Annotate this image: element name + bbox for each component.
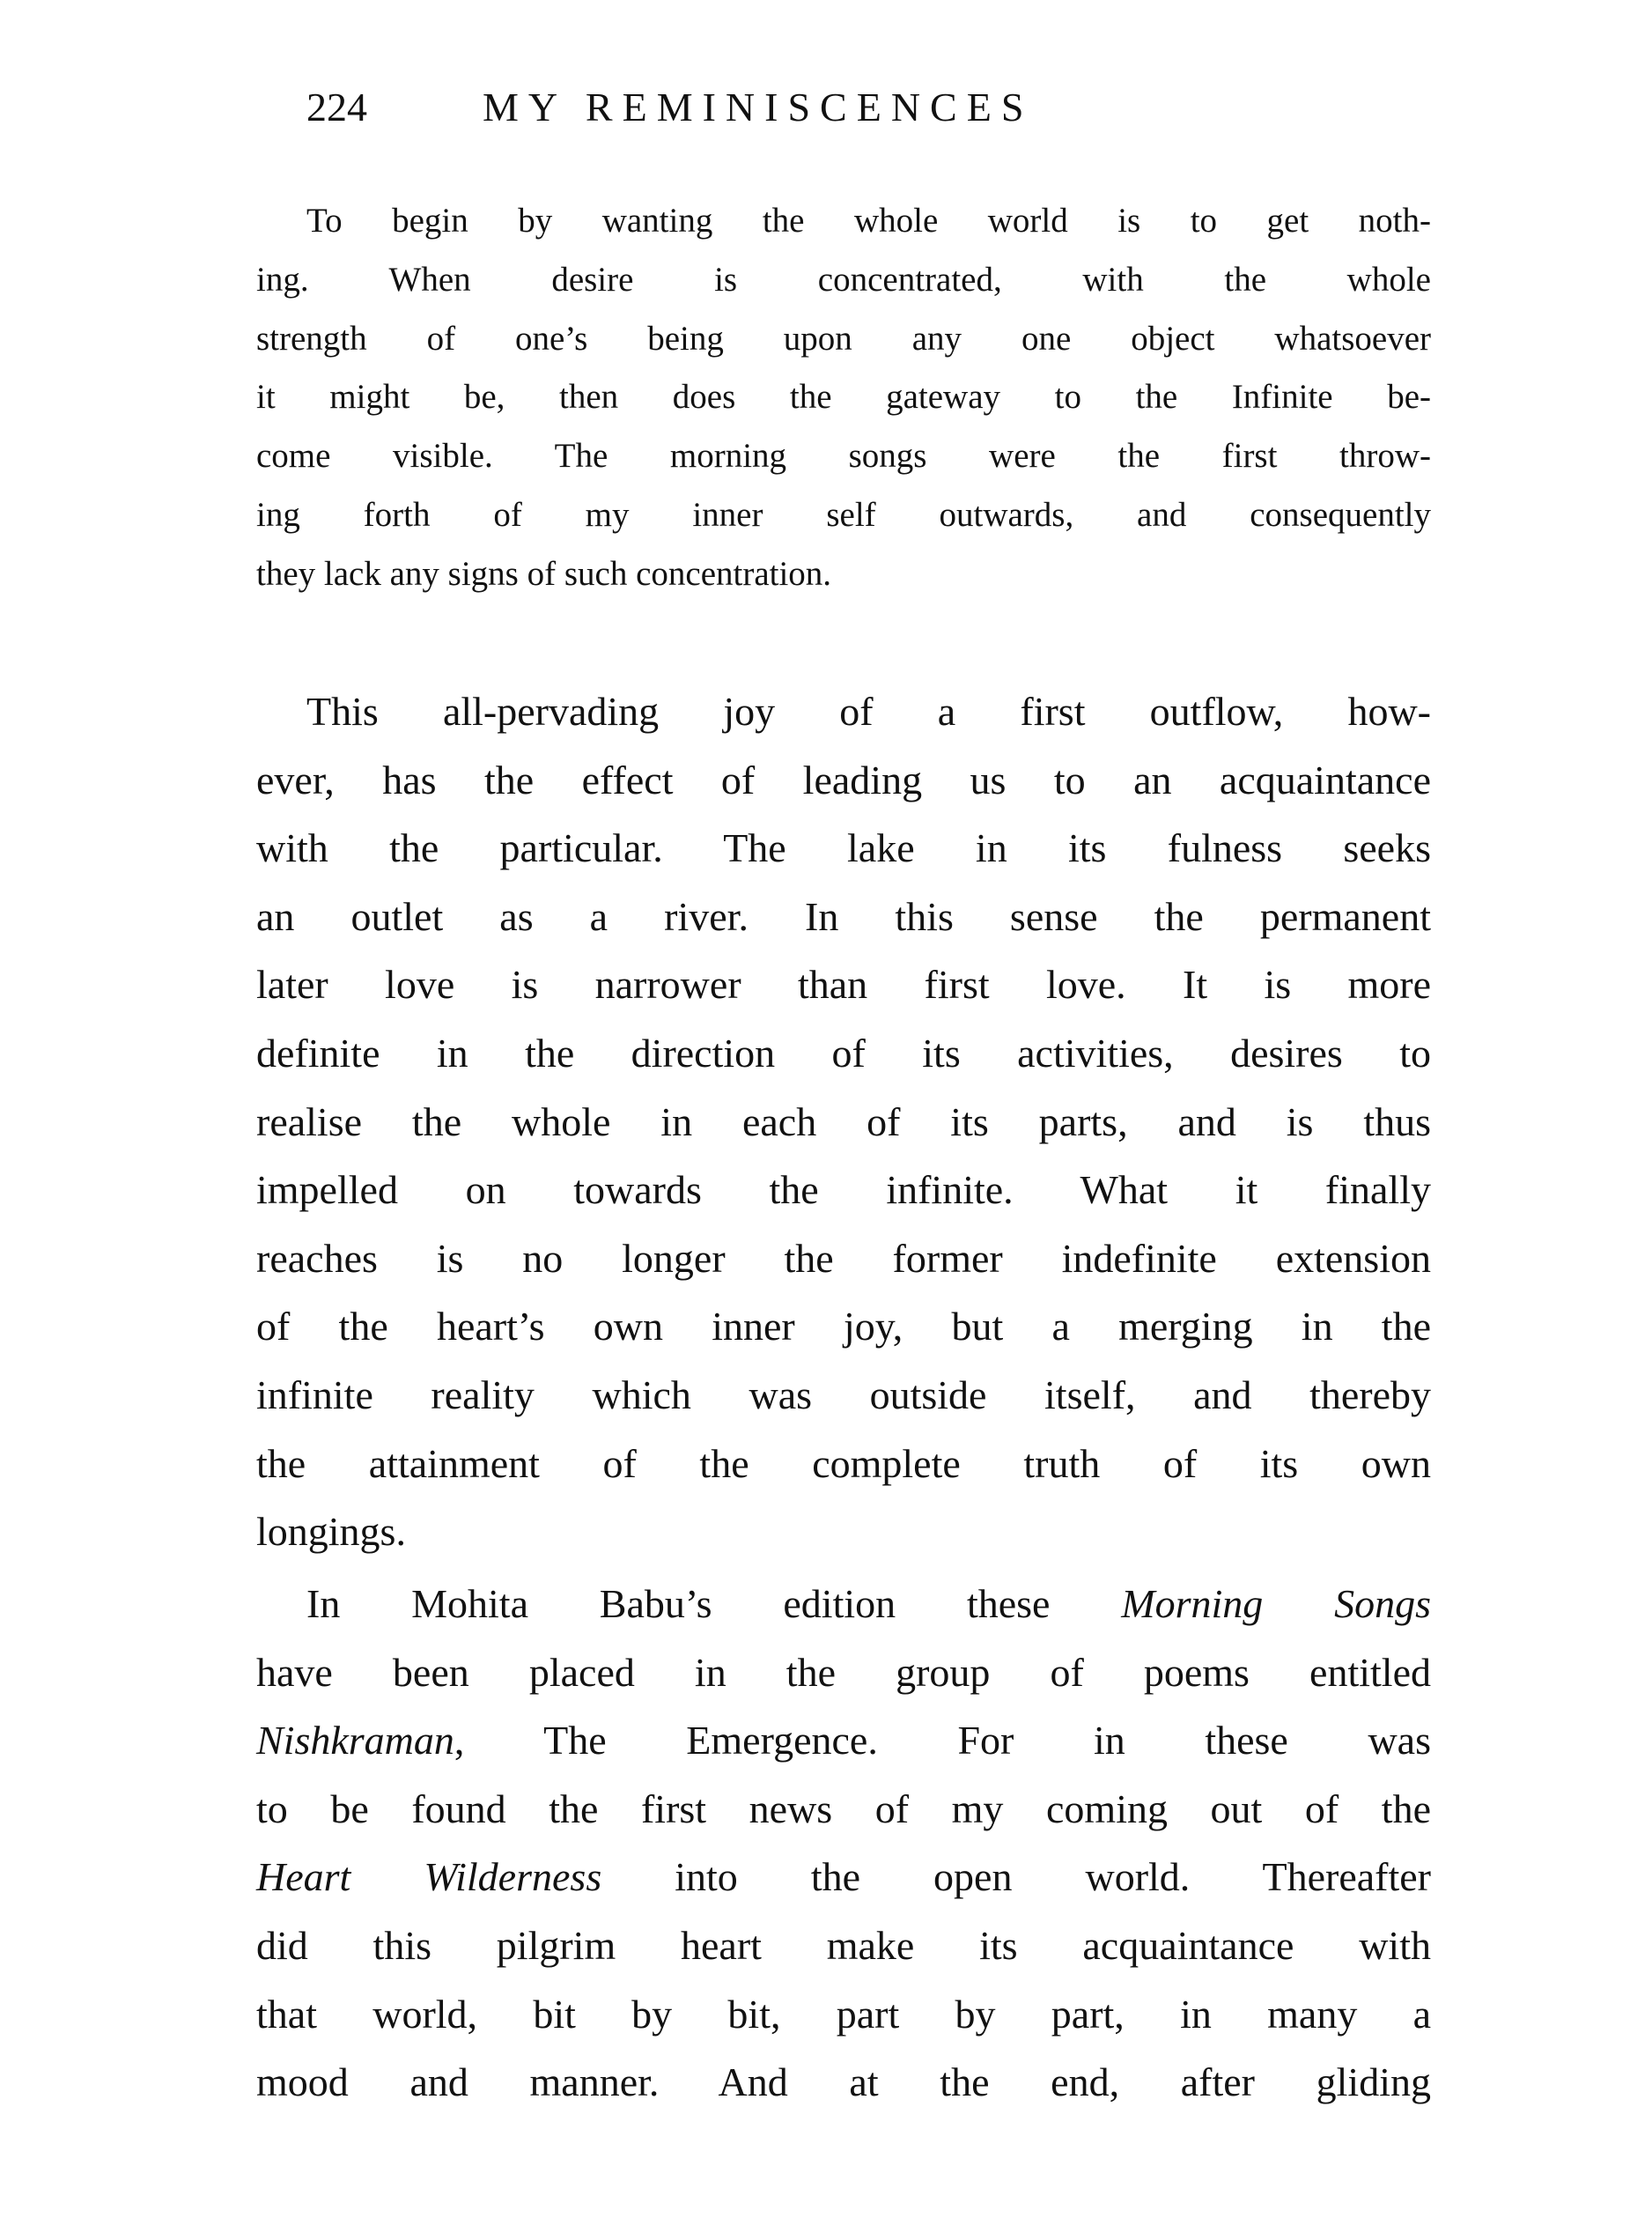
text-line [256, 1706, 1431, 1775]
text-segment: definite in the direction of its activities, desires to [256, 1030, 1431, 1076]
text-line [256, 883, 1431, 951]
text-segment: did this pilgrim heart make its acquaintance with [256, 1922, 1431, 1968]
italic-title: Heart Wilderness [256, 1854, 602, 1900]
text-line [256, 1638, 1431, 1707]
text-line [256, 486, 1431, 545]
text-line [256, 1775, 1431, 1844]
text-segment: realise the whole in each of its parts, and is thus [256, 1098, 1431, 1144]
text-segment: later love is narrower than first love. It is more [256, 962, 1431, 1008]
text-segment: strength of one’s being upon any one object whatsoever [256, 319, 1431, 358]
text-segment: come visible. The morning songs were the first throw- [256, 437, 1431, 476]
text-line [256, 1497, 1431, 1566]
text-line [256, 1156, 1431, 1224]
text-segment: impelled on towards the infinite. What it finally [256, 1167, 1431, 1213]
paragraph-2 [256, 677, 1431, 1566]
text-line [256, 677, 1431, 746]
text-line [256, 1980, 1431, 2049]
text-line [256, 310, 1431, 369]
running-title: MY REMINISCENCES [483, 85, 1034, 129]
text-segment: it might be, then does the gateway to the Infinite be- [256, 378, 1431, 417]
italic-title: Morning Songs [1121, 1581, 1431, 1626]
text-segment: In Mohita Babu’s edition these [306, 1581, 1122, 1626]
text-line [256, 1843, 1431, 1911]
text-line [256, 1361, 1431, 1430]
page-number: 224 [306, 85, 367, 129]
text-segment: To begin by wanting the whole world is to get noth- [306, 202, 1431, 240]
text-line [256, 1911, 1431, 1980]
text-segment: , The Emergence. For in these was [454, 1718, 1431, 1763]
text-segment: longings. [256, 1509, 406, 1555]
text-segment: they lack any signs of such concentration. [256, 554, 832, 593]
text-segment: an outlet as a river. In this sense the permanent [256, 893, 1431, 939]
text-line [256, 2048, 1431, 2117]
text-line [256, 192, 1431, 251]
text-line [256, 251, 1431, 310]
text-segment: that world, bit by bit, part by part, in many a [256, 1991, 1431, 2037]
text-line [256, 545, 1431, 604]
text-line [256, 1570, 1431, 1638]
text-line [256, 368, 1431, 427]
text-line [256, 1088, 1431, 1157]
text-line [256, 1292, 1431, 1361]
text-segment: mood and manner. And at the end, after gliding [256, 2059, 1431, 2105]
text-segment: ing forth of my inner self outwards, and consequently [256, 495, 1431, 534]
text-segment: the attainment of the complete truth of its own [256, 1440, 1431, 1486]
text-line [256, 1019, 1431, 1088]
text-line [256, 1224, 1431, 1293]
text-segment: into the open world. Thereafter [601, 1854, 1431, 1900]
text-segment: ing. When desire is concentrated, with the whole [256, 260, 1431, 299]
paragraph-3 [256, 1570, 1431, 2117]
text-line [256, 427, 1431, 486]
text-line [256, 1430, 1431, 1498]
text-segment: infinite reality which was outside itself, and thereby [256, 1371, 1431, 1417]
text-segment: of the heart’s own inner joy, but a merging in the [256, 1304, 1431, 1349]
text-segment: This all-pervading joy of a first outflow, how- [306, 689, 1431, 734]
text-line [256, 814, 1431, 883]
text-line [256, 746, 1431, 815]
text-segment: have been placed in the group of poems entitled [256, 1649, 1431, 1695]
paragraph-1 [256, 192, 1431, 604]
text-segment: with the particular. The lake in its fulness seeks [256, 825, 1431, 871]
text-segment: reaches is no longer the former indefinite extension [256, 1235, 1431, 1281]
text-line [256, 950, 1431, 1019]
text-segment: ever, has the effect of leading us to an acquaintance [256, 757, 1431, 802]
text-segment: to be found the first news of my coming out of the [256, 1785, 1431, 1831]
italic-title: Nishkraman [256, 1718, 454, 1763]
